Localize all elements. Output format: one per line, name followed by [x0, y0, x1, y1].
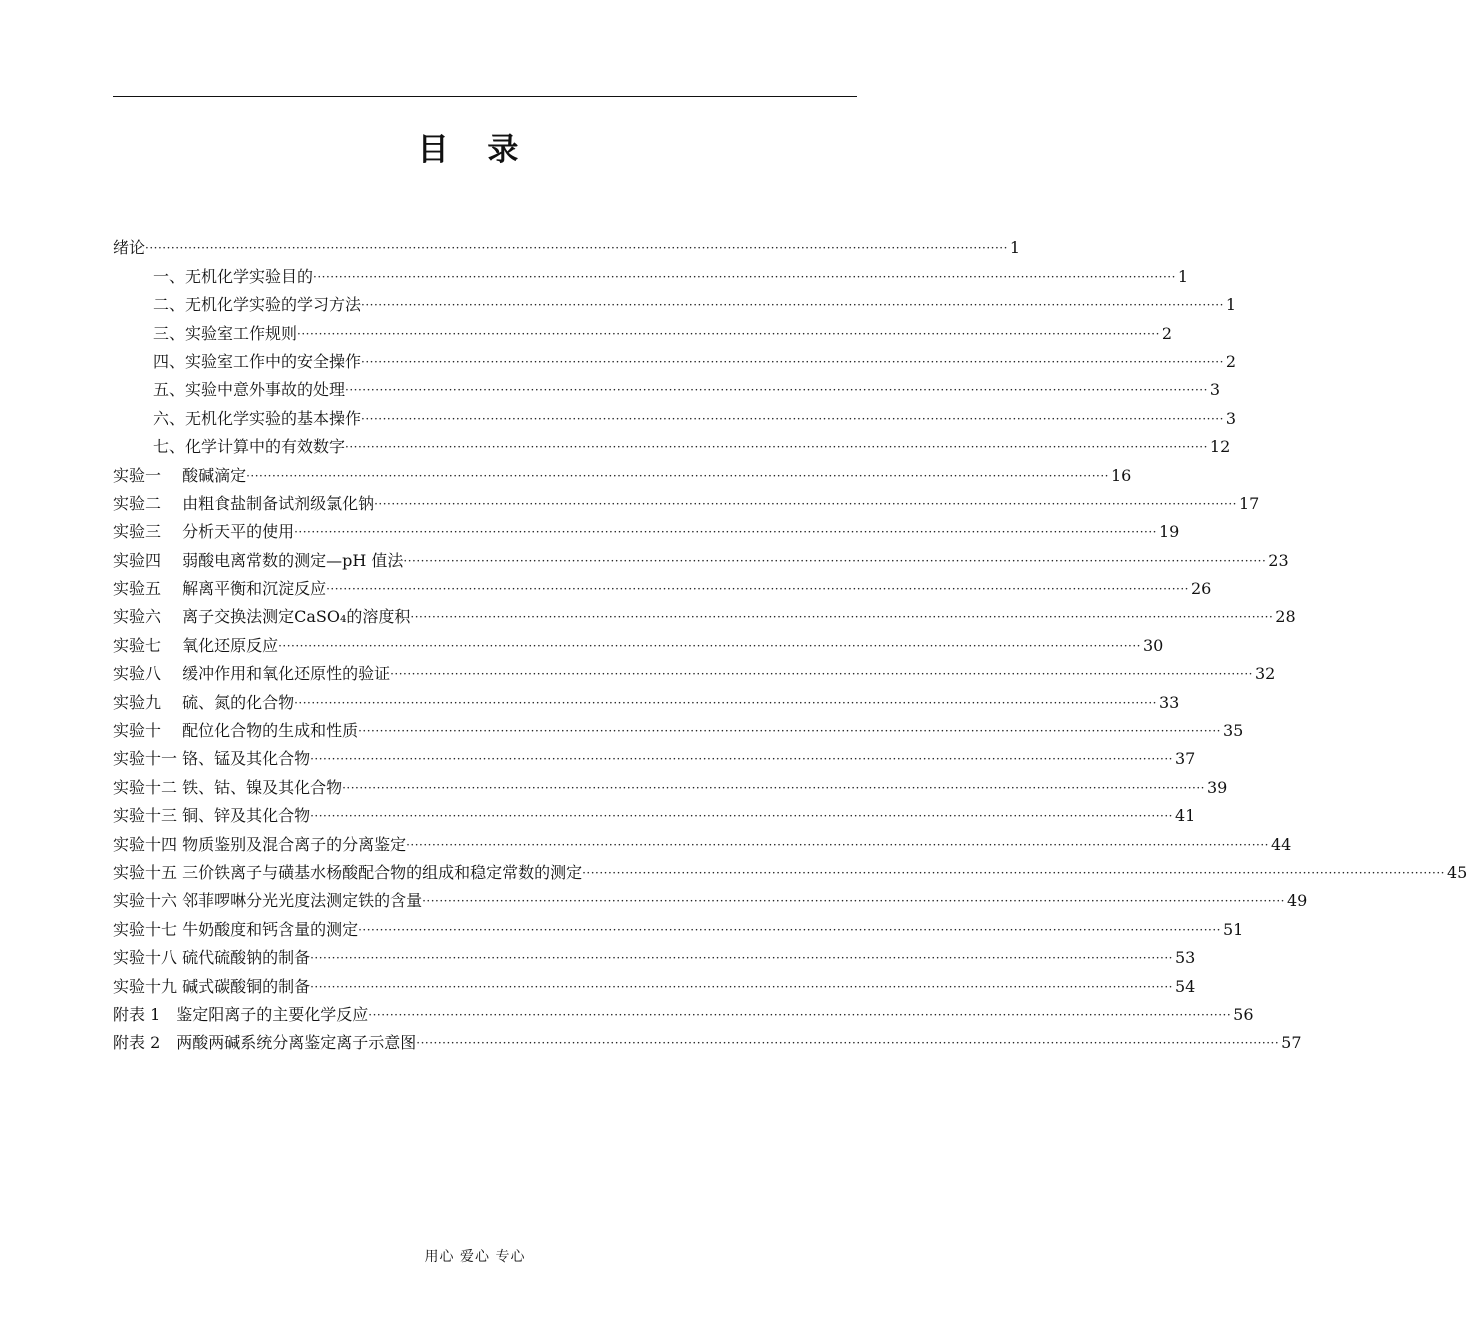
toc-entry-page-number: 1 [1177, 266, 1189, 286]
toc-entry-label: 实验八 缓冲作用和氧化还原性的验证 [113, 664, 391, 684]
toc-entry[interactable] [113, 571, 1212, 599]
toc-entry-label: 实验九 硫、氮的化合物 [113, 692, 295, 712]
toc-entry-label: 实验十八 硫代硫酸钠的制备 [113, 948, 311, 968]
toc-entry[interactable] [113, 684, 1180, 712]
toc-entry-label: 实验十五 三价铁离子与磺基水杨酸配合物的组成和稳定常数的测定 [113, 862, 583, 882]
toc-leader-dots: ········································································································································································································ [310, 951, 1173, 966]
toc-entry[interactable] [113, 230, 1021, 258]
toc-entry-page-number: 19 [1158, 522, 1180, 542]
toc-entry-label: 实验十一 铬、锰及其化合物 [113, 749, 311, 769]
toc-entry[interactable] [113, 372, 1221, 400]
toc-entry[interactable] [113, 627, 1164, 655]
toc-entry[interactable] [113, 911, 1244, 939]
toc-entry[interactable] [113, 599, 1296, 627]
toc-entry[interactable] [113, 287, 1237, 315]
toc-entry-page-number: 45 [1446, 862, 1467, 882]
toc-entry-label: 实验十四 物质鉴别及混合离子的分离鉴定 [113, 834, 407, 854]
toc-entry[interactable] [113, 315, 1173, 343]
toc-entry[interactable] [113, 997, 1254, 1025]
toc-entry-page-number: 32 [1254, 664, 1276, 684]
toc-leader-dots: ········································································································································································································ [246, 468, 1109, 483]
toc-entry-page-number: 3 [1225, 408, 1237, 428]
toc-entry-page-number: 53 [1174, 948, 1196, 968]
toc-leader-dots: ········································································································································································································ [361, 411, 1224, 426]
toc-entry[interactable] [113, 258, 1189, 286]
toc-leader-dots: ········································································································································································································ [368, 1007, 1232, 1022]
toc-entry-label: 附表 1 鉴定阳离子的主要化学反应 [113, 1004, 369, 1024]
toc-entry-label: 一、无机化学实验目的 [153, 266, 314, 286]
toc-entry[interactable] [113, 826, 1292, 854]
toc-entry-page-number: 28 [1275, 607, 1296, 627]
toc-entry[interactable] [113, 457, 1132, 485]
toc-entry-label: 四、实验室工作中的安全操作 [153, 351, 362, 371]
toc-entry-page-number: 44 [1270, 834, 1292, 854]
toc-leader-dots: ········································································································································································································ [294, 695, 1157, 710]
toc-leader-dots: ········································································································································································································ [374, 496, 1237, 511]
toc-leader-dots: ········································································································································································································ [310, 809, 1173, 824]
toc-entry[interactable] [113, 514, 1180, 542]
toc-leader-dots: ········································································································································································································ [310, 979, 1173, 994]
toc-entry[interactable] [113, 400, 1237, 428]
toc-entry[interactable] [113, 968, 1196, 996]
toc-leader-dots: ········································································································································································································ [278, 638, 1141, 653]
toc-leader-dots: ········································································································································································································ [410, 610, 1274, 625]
toc-entry[interactable] [113, 542, 1289, 570]
toc-leader-dots: ········································································································································································································ [406, 837, 1269, 852]
toc-entry-page-number: 17 [1238, 493, 1260, 513]
toc-entry[interactable] [113, 344, 1237, 372]
toc-entry-label: 三、实验室工作规则 [153, 323, 298, 343]
toc-entry-page-number: 37 [1174, 749, 1196, 769]
toc-leader-dots: ········································································································································································································ [390, 667, 1253, 682]
toc-entry-page-number: 39 [1206, 777, 1228, 797]
toc-entry-page-number: 54 [1174, 976, 1196, 996]
toc-entry-page-number: 1 [1009, 238, 1021, 258]
toc-entry[interactable] [113, 769, 1228, 797]
table-of-contents [113, 230, 1467, 1053]
toc-leader-dots: ········································································································································································································ [297, 326, 1160, 341]
toc-entry-page-number: 16 [1110, 465, 1132, 485]
toc-entry-label: 实验十 配位化合物的生成和性质 [113, 721, 359, 741]
toc-leader-dots: ········································································································································································································ [403, 553, 1267, 568]
toc-leader-dots: ········································································································································································································ [345, 440, 1208, 455]
toc-entry-label: 绪论 [113, 238, 146, 258]
page-footer: 用心 爱心 专心 [424, 1249, 526, 1265]
toc-entry-page-number: 56 [1233, 1004, 1254, 1024]
toc-entry-page-number: 23 [1268, 550, 1289, 570]
header-rule [113, 96, 857, 97]
toc-leader-dots: ········································································································································································································ [422, 894, 1285, 909]
toc-entry[interactable] [113, 883, 1308, 911]
toc-entry-page-number: 2 [1225, 351, 1237, 371]
toc-leader-dots: ········································································································································································································ [313, 269, 1176, 284]
toc-entry-label: 实验十三 铜、锌及其化合物 [113, 806, 311, 826]
toc-entry-label: 实验十六 邻菲啰啉分光光度法测定铁的含量 [113, 891, 423, 911]
toc-entry-page-number: 1 [1225, 295, 1237, 315]
toc-entry-page-number: 35 [1222, 721, 1244, 741]
toc-entry-page-number: 12 [1209, 437, 1231, 457]
toc-entry-label: 二、无机化学实验的学习方法 [153, 295, 362, 315]
toc-leader-dots: ········································································································································································································ [416, 1036, 1280, 1051]
toc-entry-page-number: 30 [1142, 635, 1164, 655]
toc-entry-label: 实验六 离子交换法测定CaSO₄的溶度积 [113, 607, 411, 627]
toc-entry-page-number: 3 [1209, 380, 1221, 400]
toc-entry-label: 实验十九 碱式碳酸铜的制备 [113, 976, 311, 996]
toc-entry[interactable] [113, 798, 1196, 826]
toc-entry-label: 实验七 氧化还原反应 [113, 635, 279, 655]
toc-leader-dots: ········································································································································································································ [345, 383, 1208, 398]
toc-entry[interactable] [113, 1025, 1302, 1053]
toc-leader-dots: ········································································································································································································ [294, 525, 1157, 540]
toc-entry-page-number: 26 [1190, 579, 1212, 599]
toc-leader-dots: ········································································································································································································ [358, 724, 1221, 739]
toc-entry[interactable] [113, 429, 1231, 457]
toc-leader-dots: ········································································································································································································ [361, 298, 1224, 313]
toc-leader-dots: ········································································································································································································ [361, 354, 1224, 369]
toc-entry[interactable] [113, 855, 1467, 883]
toc-leader-dots: ········································································································································································································ [342, 780, 1205, 795]
toc-leader-dots: ········································································································································································································ [310, 752, 1173, 767]
toc-entry-label: 实验二 由粗食盐制备试剂级氯化钠 [113, 493, 375, 513]
toc-leader-dots: ········································································································································································································ [582, 865, 1445, 880]
toc-entry[interactable] [113, 486, 1260, 514]
toc-entry[interactable] [113, 940, 1196, 968]
toc-entry[interactable] [113, 741, 1196, 769]
toc-entry-page-number: 33 [1158, 692, 1180, 712]
toc-entry-page-number: 57 [1281, 1033, 1302, 1053]
toc-entry-label: 实验十七 牛奶酸度和钙含量的测定 [113, 919, 359, 939]
toc-entry[interactable] [113, 713, 1244, 741]
toc-entry-page-number: 51 [1222, 919, 1244, 939]
toc-leader-dots: ········································································································································································································ [358, 922, 1221, 937]
toc-leader-dots: ········································································································································································································ [145, 241, 1008, 256]
toc-entry-label: 七、化学计算中的有效数字 [153, 437, 346, 457]
toc-leader-dots: ········································································································································································································ [326, 582, 1189, 597]
toc-entry-label: 附表 2 两酸两碱系统分离鉴定离子示意图 [113, 1033, 417, 1053]
toc-entry-label: 实验一 酸碱滴定 [113, 465, 247, 485]
toc-entry-page-number: 2 [1161, 323, 1173, 343]
toc-entry[interactable] [113, 656, 1276, 684]
toc-entry-page-number: 49 [1286, 891, 1308, 911]
toc-entry-label: 五、实验中意外事故的处理 [153, 380, 346, 400]
toc-entry-label: 实验十二 铁、钴、镍及其化合物 [113, 777, 343, 797]
toc-entry-label: 实验三 分析天平的使用 [113, 522, 295, 542]
toc-entry-label: 实验五 解离平衡和沉淀反应 [113, 579, 327, 599]
toc-entry-label: 六、无机化学实验的基本操作 [153, 408, 362, 428]
toc-entry-label: 实验四 弱酸电离常数的测定—pH 值法 [113, 550, 404, 570]
toc-entry-page-number: 41 [1174, 806, 1196, 826]
page-title: 目 录 [417, 132, 533, 168]
